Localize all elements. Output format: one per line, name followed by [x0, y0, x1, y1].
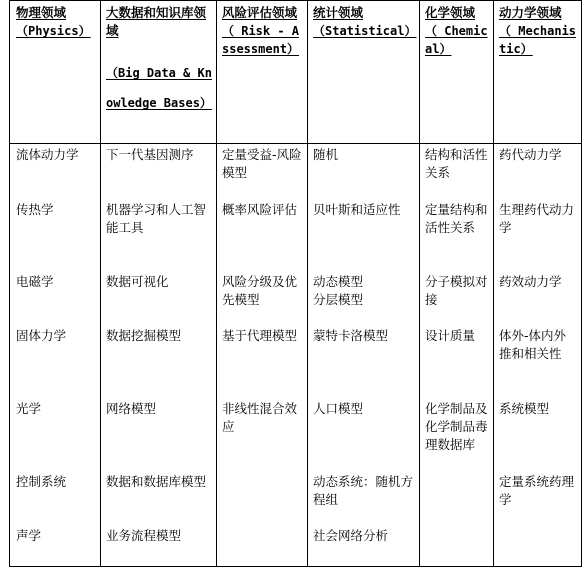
grid-line: [493, 0, 494, 567]
header-title: 统计领域: [313, 5, 364, 20]
table-cell: 药代动力学: [499, 147, 562, 162]
table-cell: 药效动力学: [499, 274, 562, 289]
header-statistical: [313, 4, 417, 40]
table-cell: 数据可视化: [106, 274, 169, 289]
header-risk: [222, 4, 304, 58]
table-cell: 数据和数据库模型: [106, 474, 207, 489]
table-cell: 社会网络分析: [313, 528, 389, 543]
header-chemical: [425, 4, 489, 58]
table-cell: 定量系统药理学: [499, 474, 575, 507]
table-cell: 网络模型: [106, 401, 157, 416]
table-cell: 定量受益-风险模型: [222, 147, 302, 180]
table-cell: 动态系统：随机方程组: [313, 474, 414, 507]
table-cell: 贝叶斯和适应性: [313, 202, 401, 217]
header-mechanistic: [499, 4, 577, 58]
table-cell: 分子模拟对接: [425, 274, 488, 307]
grid-line: [419, 0, 420, 567]
table-cell: 声学: [16, 528, 42, 543]
table-cell: 体外-体内外推和相关性: [499, 328, 567, 361]
grid-line: [216, 0, 217, 567]
table-cell: 动态模型 分层模型: [313, 274, 364, 307]
table-cell: 流体动力学: [16, 147, 79, 162]
table-cell: 固体力学: [16, 328, 67, 343]
table-cell: 电磁学: [16, 274, 54, 289]
table-cell: 业务流程模型: [106, 528, 182, 543]
header-subtitle: （ Mechanistic）: [499, 24, 577, 56]
table-cell: 生理药代动力学: [499, 202, 575, 235]
grid-line: [9, 0, 582, 1]
table-cell: 设计质量: [425, 328, 476, 343]
grid-line: [9, 0, 10, 567]
table-cell: 概率风险评估: [222, 202, 298, 217]
table-cell: 传热学: [16, 202, 54, 217]
table-cell: 系统模型: [499, 401, 550, 416]
grid-line: [9, 566, 582, 567]
header-title: 大数据和知识库领域: [106, 5, 207, 38]
table-cell: 人口模型: [313, 401, 364, 416]
grid-line: [307, 0, 308, 567]
table-cell: 非线性混合效应: [222, 401, 298, 434]
table-cell: 随机: [313, 147, 339, 162]
table-cell: 基于代理模型: [222, 328, 298, 343]
table-cell: 蒙特卡洛模型: [313, 328, 389, 343]
table-cell: 化学制品及化学制品毒理数据库: [425, 401, 488, 452]
header-subtitle: （Physics）: [16, 24, 91, 38]
header-title: 风险评估领域: [222, 5, 298, 20]
table-cell: 控制系统: [16, 474, 67, 489]
table-cell: 光学: [16, 401, 42, 416]
table-cell: 机器学习和人工智能工具: [106, 202, 207, 235]
header-title: 动力学领域: [499, 5, 562, 20]
header-subtitle: （ Risk - Assessment）: [222, 24, 300, 56]
header-subtitle: （Big Data & Knowledge Bases）: [106, 66, 212, 110]
table-cell: 定量结构和活性关系: [425, 202, 488, 235]
grid-line: [581, 0, 582, 567]
header-subtitle: （Statistical）: [313, 24, 417, 38]
header-title: 化学领域: [425, 5, 476, 20]
grid-line: [9, 143, 582, 144]
table-cell: 风险分级及优先模型: [222, 274, 298, 307]
table-cell: 数据挖掘模型: [106, 328, 182, 343]
table-cell: 下一代基因测序: [106, 147, 194, 162]
header-physics: [16, 4, 98, 40]
grid-line: [100, 0, 101, 567]
header-big-data: [106, 4, 212, 118]
table-cell: 结构和活性关系: [425, 147, 488, 180]
header-subtitle: （ Chemical）: [425, 24, 488, 56]
header-title: 物理领域: [16, 5, 67, 20]
